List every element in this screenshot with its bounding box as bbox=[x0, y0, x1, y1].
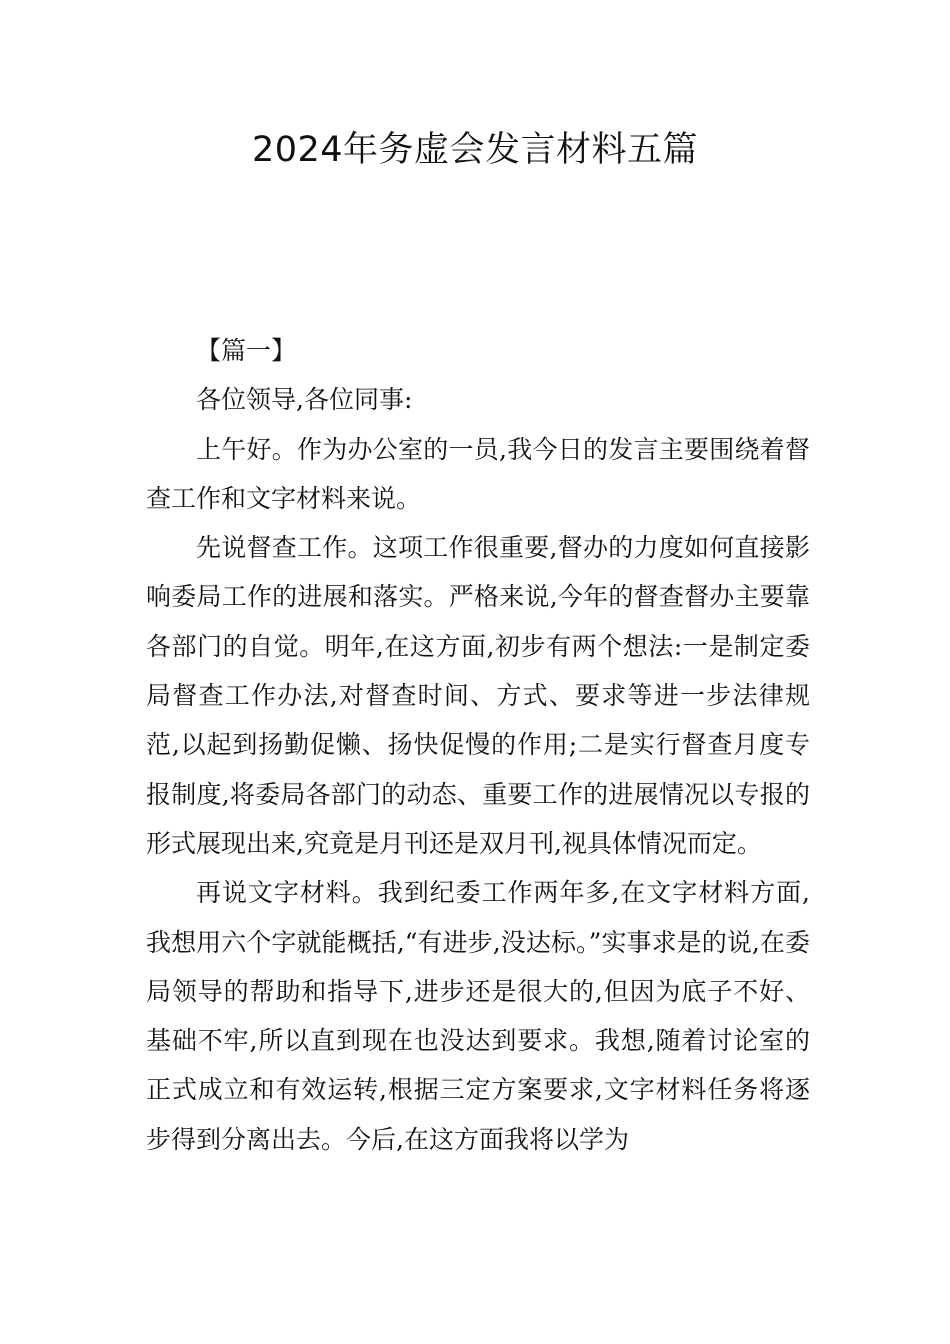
document-body bbox=[146, 326, 810, 1164]
paragraph-writing: 再说文字材料。我到纪委工作两年多,在文字材料方面,我想用六个字就能概括,“有进步,没达标。”实事求是的说,在委局领导的帮助和指导下,进步还是很大的,但因为底子不好、基础不牢,所以直到现在也没达到要求。我想,随着讨论室的正式成立和有效运转,根据三定方案要求,文字材料任务将逐步得到分离出去。今后,在这方面我将以学为 bbox=[146, 878, 810, 1154]
document-title: 2024年务虚会发言材料五篇 bbox=[251, 130, 699, 170]
paragraph-supervision: 先说督查工作。这项工作很重要,督办的力度如何直接影响委局工作的进展和落实。严格来说,今年的督查督办主要靠各部门的自觉。明年,在这方面,初步有两个想法:一是制定委局督查工作办法,对督查时间、方式、要求等进一步法律规范,以起到扬勤促懒、扬快促慢的作用;二是实行督查月度专报制度,将委局各部门的动态、重要工作的进展情况以专报的形式展现出来,究竟是月刊还是双月刊,视具体情况而定。 bbox=[146, 533, 810, 858]
section-heading: 【篇一】 bbox=[196, 336, 297, 365]
paragraph-intro: 上午好。作为办公室的一员,我今日的发言主要围绕着督查工作和文字材料来说。 bbox=[146, 434, 810, 513]
salutation: 各位领导,各位同事: bbox=[196, 385, 413, 415]
